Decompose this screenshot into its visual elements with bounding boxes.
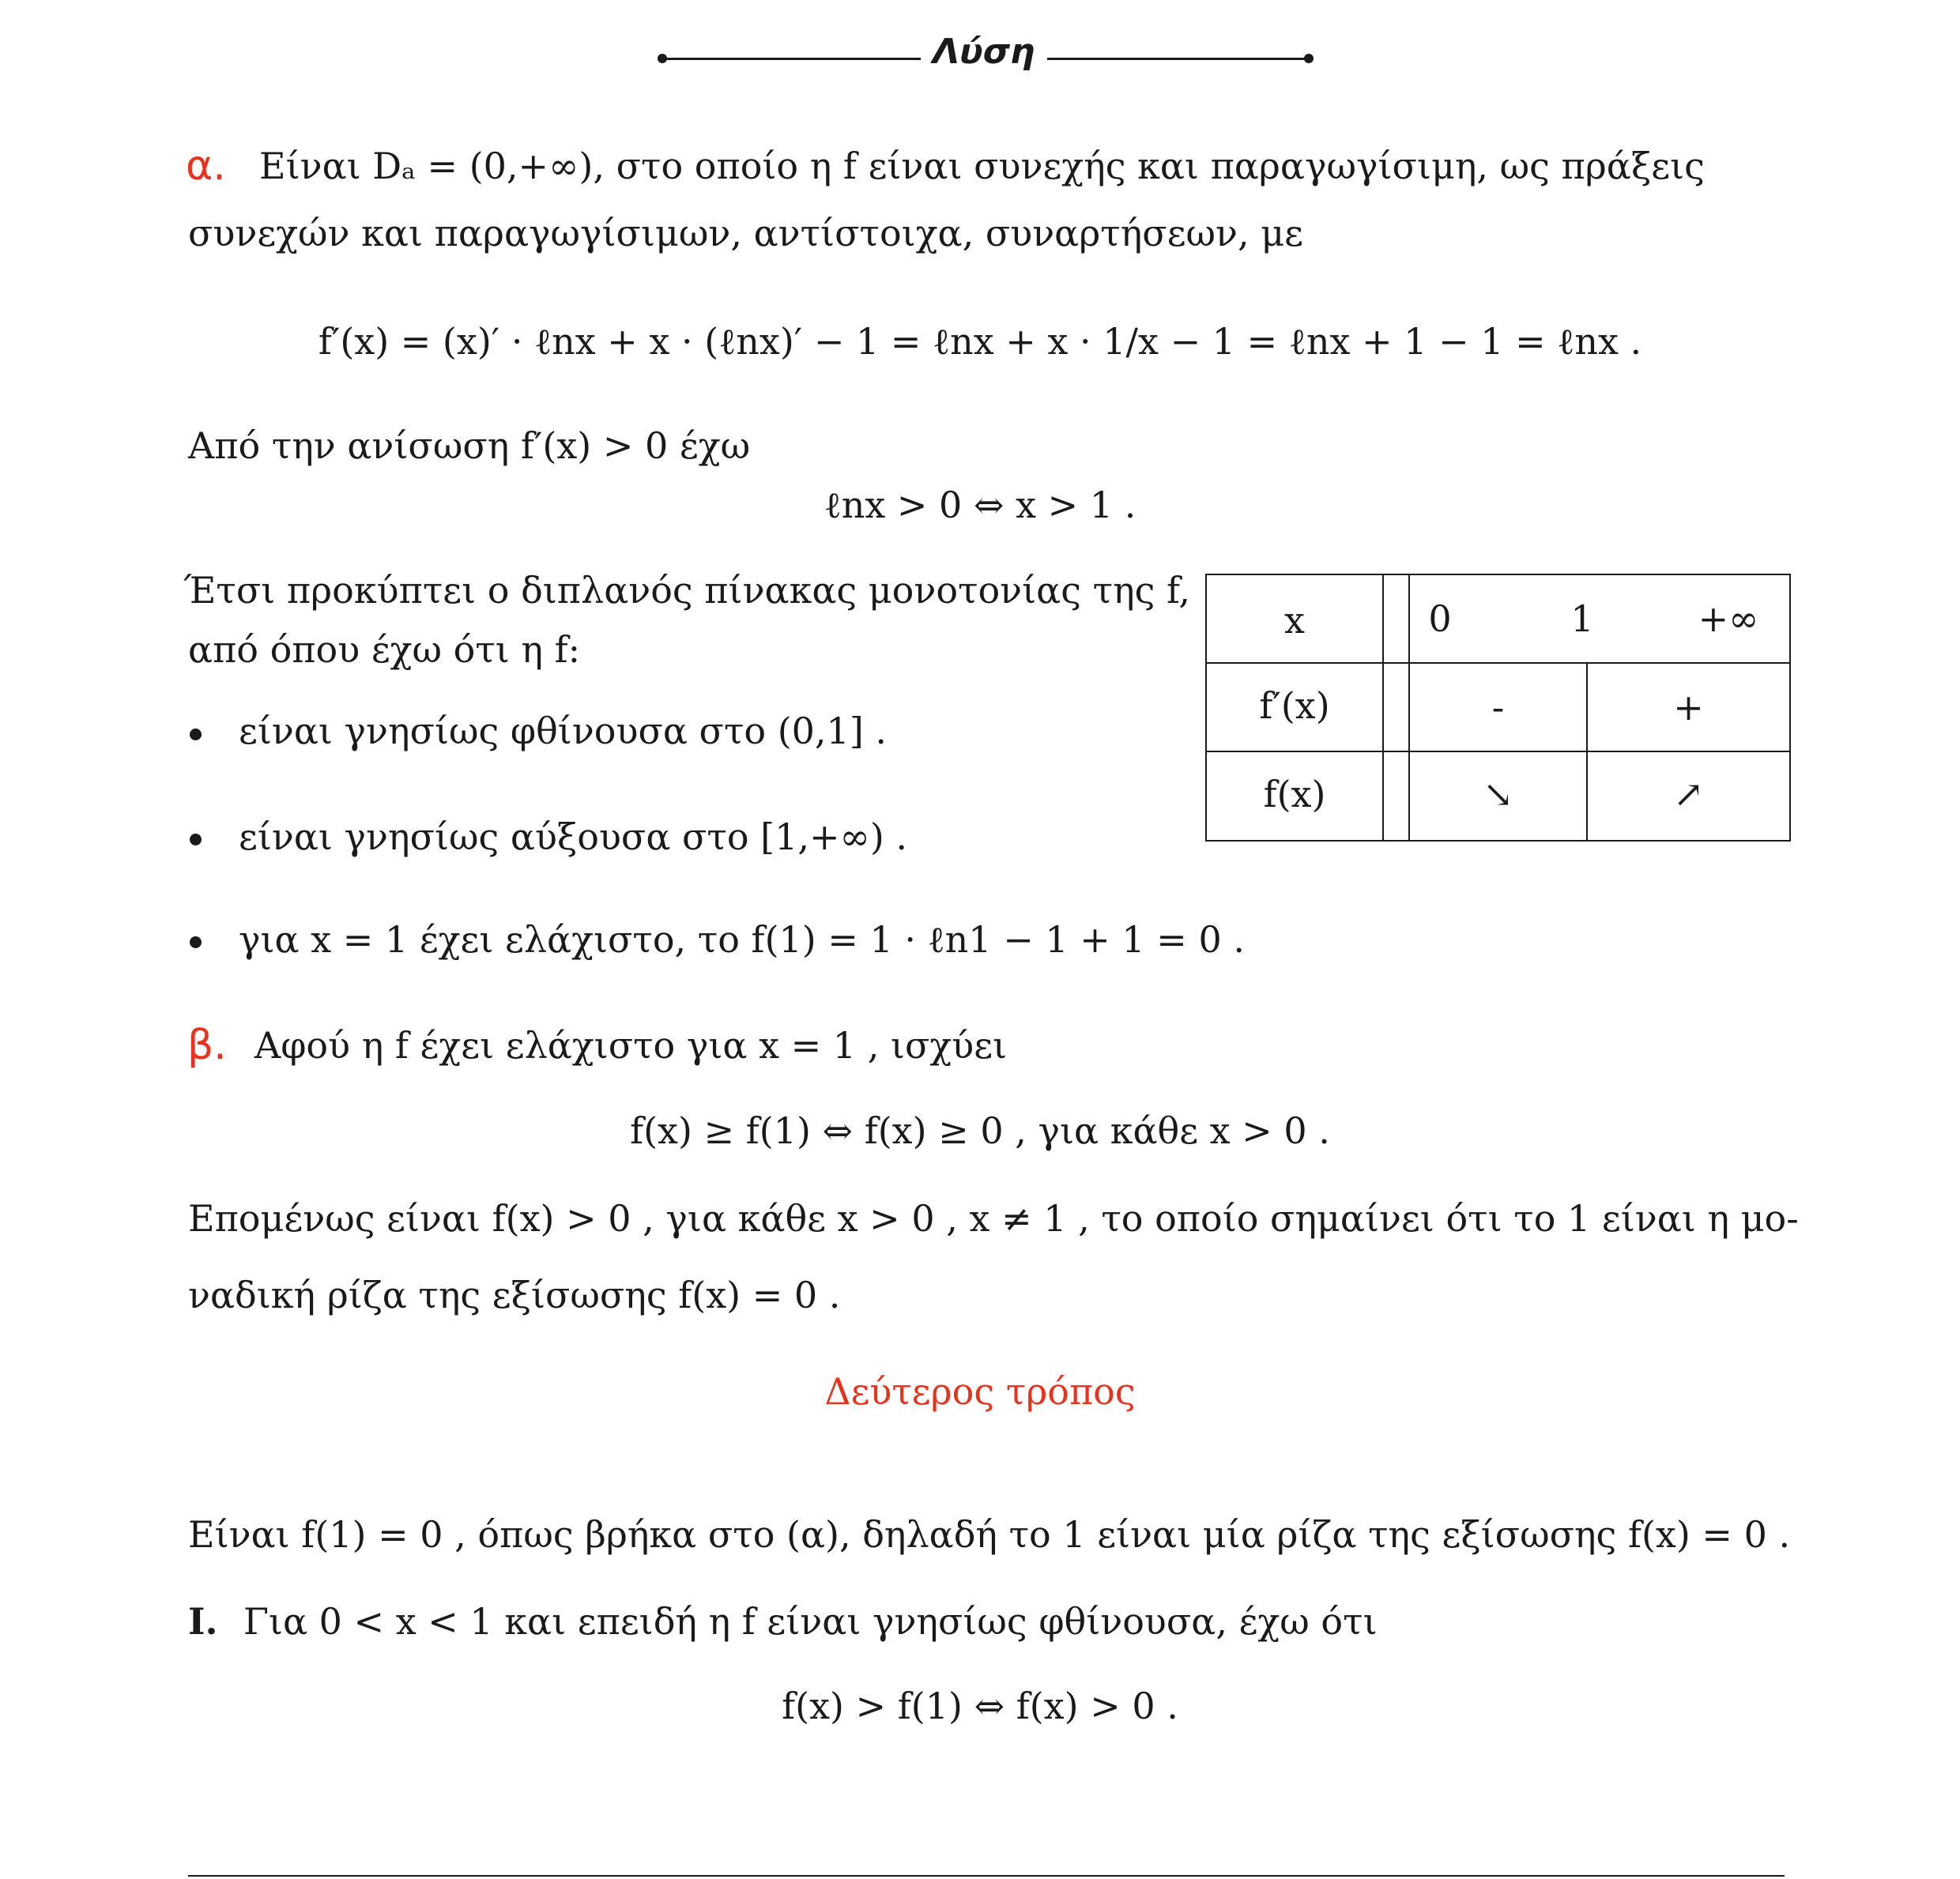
part-b-line1: Αφού η f έχει ελάχιστο για x = 1 , ισχύει	[254, 1024, 1008, 1067]
part-b-formula: f(x) ≥ f(1) ⇔ f(x) ≥ 0 , για κάθε x > 0 .	[630, 1109, 1330, 1152]
part-b-label: β.	[187, 1022, 227, 1069]
table-sign-positive: +	[1673, 686, 1704, 729]
case-formula: f(x) > f(1) ⇔ f(x) > 0 .	[782, 1685, 1178, 1727]
part-b-conclusion-line2: ναδική ρίζα της εξίσωσης f(x) = 0 .	[188, 1274, 841, 1316]
solution-title: Λύση	[933, 32, 1035, 72]
header-rule-right	[1047, 58, 1308, 60]
part-a-intro-line2: συνεχών και παραγωγίσιμων, αντίστοιχα, συναρτήσεων, με	[188, 212, 1303, 254]
table-x-1: 1	[1570, 597, 1594, 640]
inequality-intro: Από την ανίσωση f′(x) > 0 έχω	[188, 424, 751, 467]
table-sign-negative: -	[1491, 686, 1505, 729]
table-label-fprime: f′(x)	[1259, 684, 1330, 727]
bullet-decreasing: είναι γνησίως φθίνουσα στο (0,1] .	[239, 710, 888, 752]
bullet-minimum: για x = 1 έχει ελάχιστο, το f(1) = 1 · ℓn1 − 1 + 1 = 0 .	[239, 918, 1245, 961]
increasing-arrow-icon: ↗	[1673, 773, 1704, 815]
bullet-icon	[190, 936, 202, 948]
derivative-formula: f′(x) = (x)′ · ℓnx + x · (ℓnx)′ − 1 = ℓnx + x · 1/x − 1 = ℓnx + 1 − 1 = ℓnx .	[318, 320, 1642, 363]
second-method-line1: Είναι f(1) = 0 , όπως βρήκα στο (α), δηλαδή το 1 είναι μία ρίζα της εξίσωσης f(x) = 0 .	[188, 1513, 1791, 1556]
header-dot-right	[1304, 54, 1314, 63]
bullet-icon	[190, 729, 202, 740]
part-b-conclusion-line1: Επομένως είναι f(x) > 0 , για κάθε x > 0 , x ≠ 1 , το οποίο σημαίνει ότι το 1 είναι η μο-	[188, 1197, 1799, 1240]
table-x-0: 0	[1428, 597, 1452, 640]
table-divider	[1207, 751, 1789, 752]
table-divider	[1207, 662, 1789, 664]
table-label-f: f(x)	[1263, 773, 1326, 815]
part-a-intro-line1: Είναι Dₐ = (0,+∞), στο οποίο η f είναι συνεχής και παραγωγίσιμη, ως πράξεις	[259, 145, 1705, 187]
decreasing-arrow-icon: ↘	[1483, 773, 1513, 815]
table-label-x: x	[1284, 599, 1305, 642]
footer-rule	[188, 1875, 1785, 1877]
inequality-formula: ℓnx > 0 ⇔ x > 1 .	[824, 484, 1136, 526]
monotonicity-table	[1205, 574, 1791, 842]
part-a-label: α.	[186, 142, 226, 190]
table-intro-line1: Έτσι προκύπτει ο διπλανός πίνακας μονοτονίας της f,	[183, 569, 1191, 612]
case-text: Για 0 < x < 1 και επειδή η f είναι γνησίως φθίνουσα, έχω ότι	[243, 1600, 1378, 1643]
table-x-inf: +∞	[1698, 597, 1759, 640]
header-rule-left	[664, 58, 921, 60]
table-divider	[1382, 575, 1384, 840]
table-intro-line2: από όπου έχω ότι η f:	[188, 628, 581, 671]
bullet-icon	[190, 834, 202, 845]
case-label: I.	[188, 1600, 218, 1643]
bullet-increasing: είναι γνησίως αύξουσα στο [1,+∞) .	[239, 815, 908, 858]
second-method-title: Δεύτερος τρόπος	[824, 1370, 1136, 1413]
